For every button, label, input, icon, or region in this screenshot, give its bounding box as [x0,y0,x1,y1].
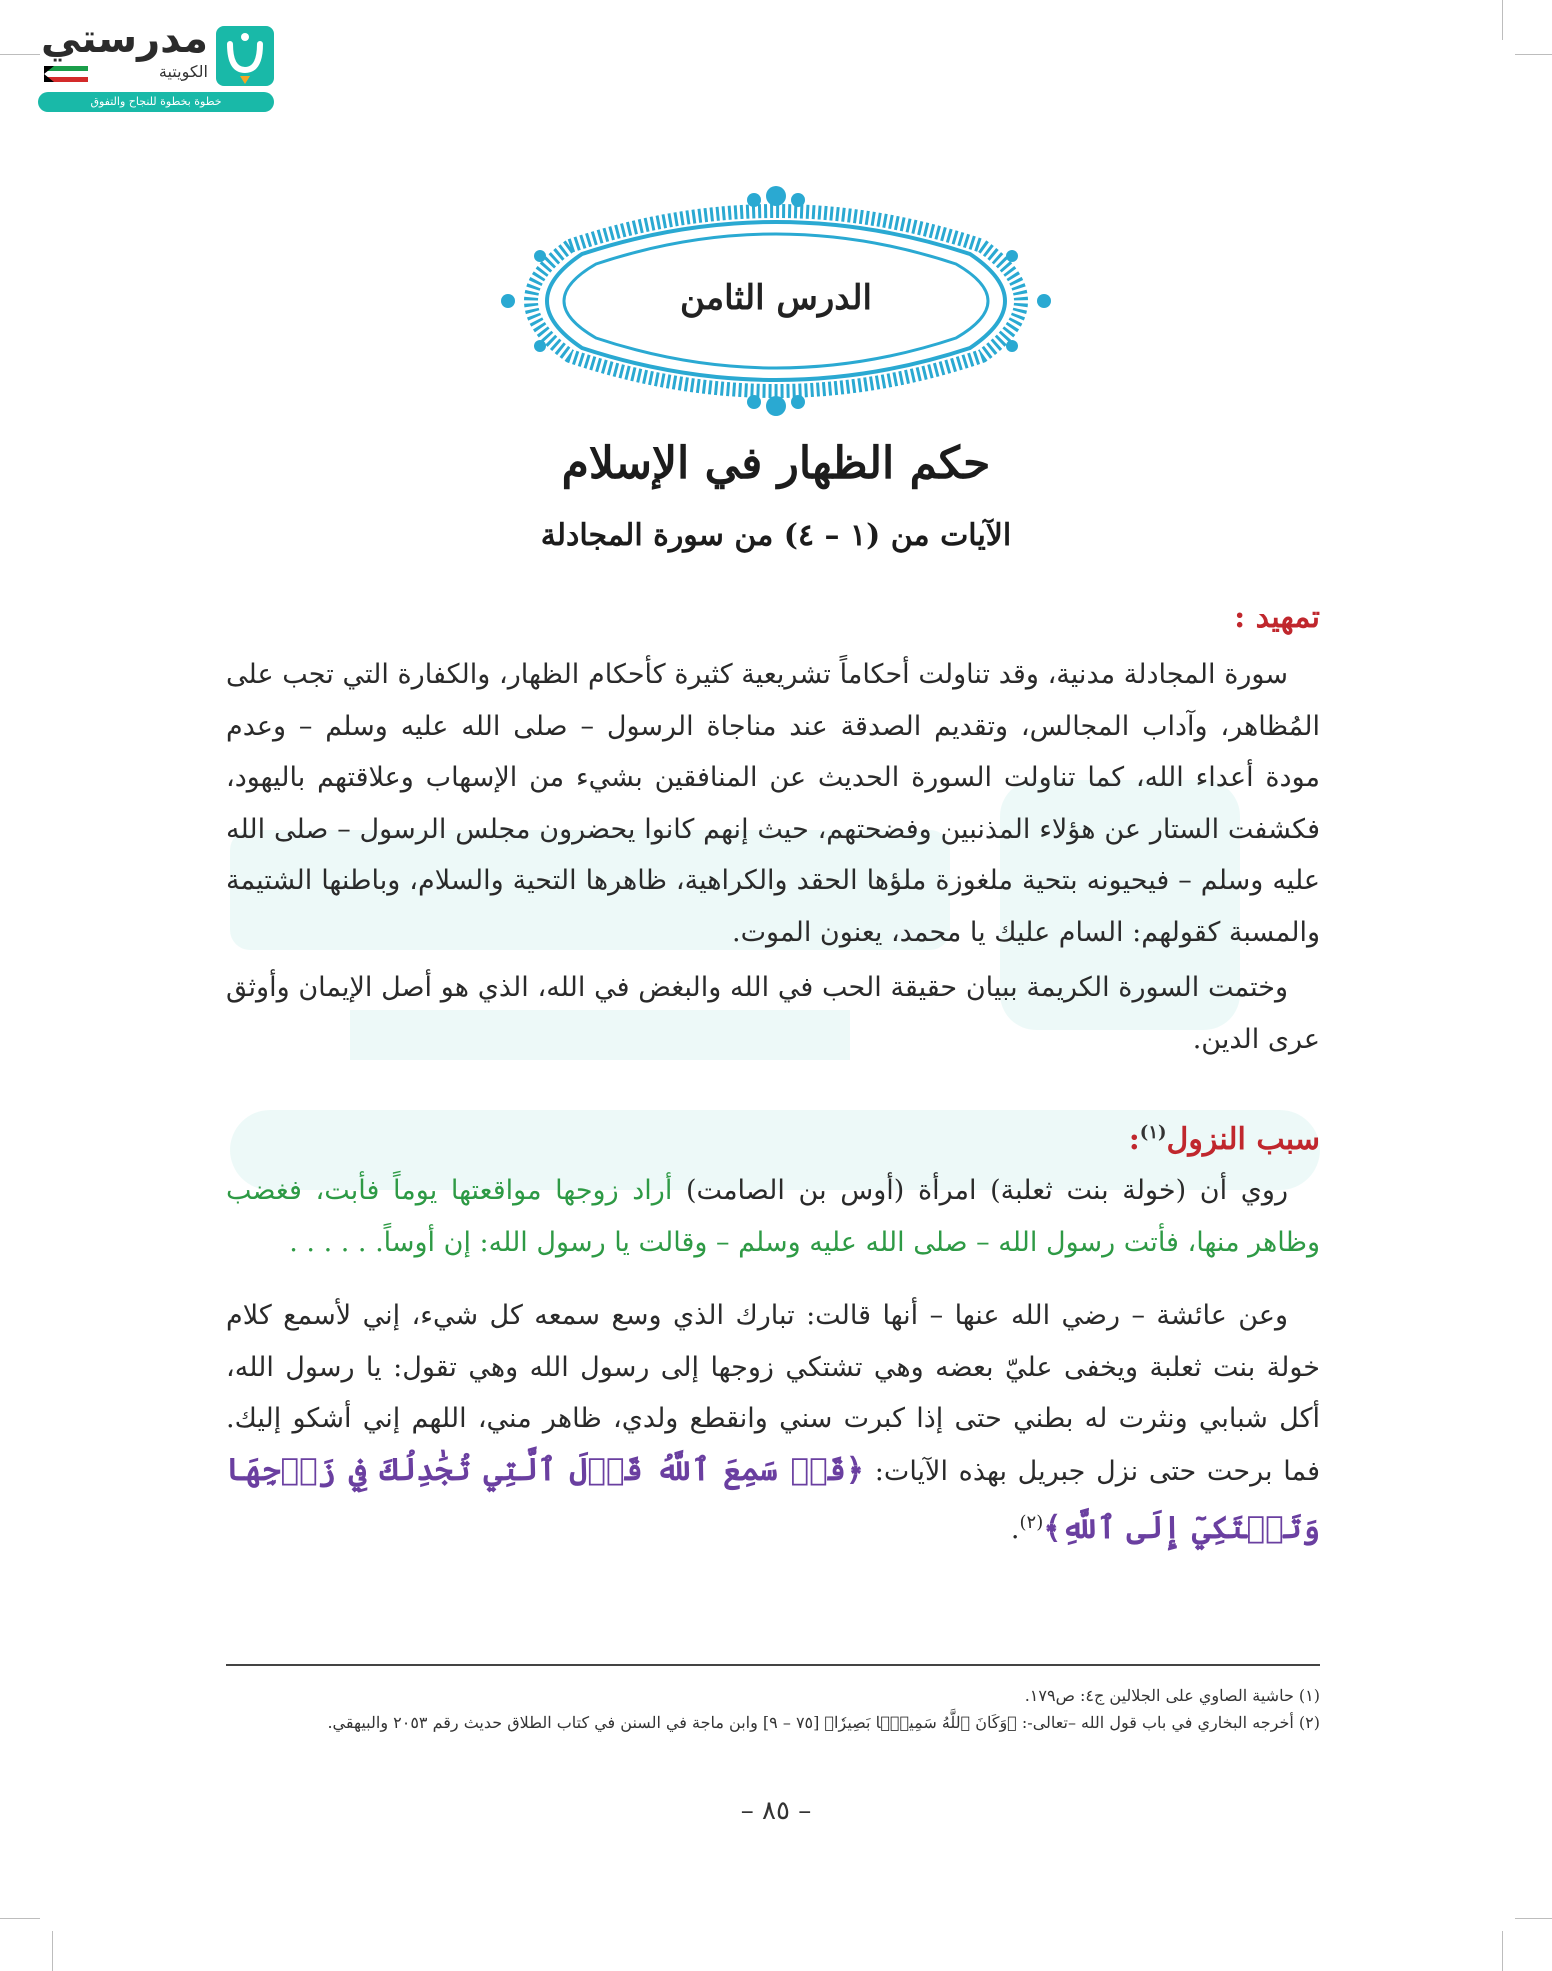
page-title: حكم الظهار في الإسلام [561,438,991,489]
crop-mark [1515,54,1552,55]
cause-paragraph [226,1165,1320,1268]
kuwait-flag-icon [44,66,88,82]
intro-section [226,600,1320,1065]
logo-mark-icon [216,26,274,86]
cause-heading [226,1122,1320,1157]
page-number: – ٨٥ – [740,1796,812,1826]
logo-name: مدرستي [40,16,208,62]
logo-subtitle: الكويتية [158,62,208,81]
crop-mark [1502,0,1503,40]
intro-paragraph-2: وختمت السورة الكريمة ببيان حقيقة الحب في الله والبغض في الله، الذي هو أصل الإيمان وأوثق عرى الدين. [226,972,1320,1055]
crop-mark [1502,1931,1503,1971]
hadith-text: وعن عائشة – رضي الله عنها – أنها قالت: تبارك الذي وسع سمعه كل شيء، إني لأسمع كلام خولة بنت ثعلبة ويخفى عليّ بعضه وهي تشتكي زوجها إلى رسول الله وهي تقول: يا رسول الله، أكل شبابي ونثرت له بطني حتى إذا كبرت سني وانقطع ولدي، ظاهر مني، اللهم إني أشكو إليك. فما برحت حتى نزل جبريل بهذه الآيات: [226,1300,1320,1487]
quran-verse: ﴿قَدۡ سَمِعَ ٱللَّهُ قَوۡلَ ٱلَّتِي تُجَٰدِلُكَ فِي زَوۡجِهَا وَتَشۡتَكِيٓ إِلَى ٱللَّهِ﴾ [226,1451,1320,1546]
cause-heading-colon: : [1128,1122,1140,1157]
crop-mark [52,1931,53,1971]
cause-text: روي أن (خولة بنت ثعلبة) امرأة (أوس بن الصامت) [672,1175,1289,1206]
crop-mark [0,54,40,55]
hadith-paragraph [226,1290,1320,1556]
footnote-ref-2: (٢) [1019,1512,1044,1533]
lesson-label: الدرس الثامن [680,278,872,318]
footnote-1: (١) حاشية الصاوي على الجلالين ج٤: ص١٧٩. [1024,1686,1320,1705]
logo-tagline: خطوة بخطوة للنجاح والتفوق [38,92,274,112]
verse-end: . [1010,1514,1020,1545]
cause-section [226,1122,1320,1556]
footnote-ref: (١) [1139,1122,1167,1143]
cause-highlight: أراد زوجها مواقعتها يوماً فأبت، فغضب وظاهر منها، فأتت رسول الله – صلى الله عليه وسلم – وقالت يا رسول الله: إن أوساً. . . . . . [226,1175,1320,1258]
footnote-divider [226,1664,1320,1666]
page-subtitle: الآيات من (١ – ٤) من سورة المجادلة [540,518,1012,553]
intro-heading: تمهيد : [1234,600,1320,635]
crop-mark [0,1918,40,1919]
cause-heading-text: سبب النزول [1166,1122,1320,1157]
crop-mark [1515,1918,1552,1919]
footnote-2: (٢) أخرجه البخاري في باب قول الله –تعالى-: ﴿وَكَانَ ٱللَّهُ سَمِيعَۢا بَصِيرٗا﴾ [٧٥ – ٩] وابن ماجة في السنن في كتاب الطلاق حديث رقم ٢٠٥٣ والبيهقي. [327,1713,1320,1732]
site-logo[interactable] [38,16,274,114]
footnotes [226,1682,1320,1736]
intro-paragraph: سورة المجادلة مدنية، وقد تناولت أحكاماً تشريعية كثيرة كأحكام الظهار، والكفارة التي تجب على المُظاهر، وآداب المجالس، وتقديم الصدقة عند مناجاة الرسول – صلى الله عليه وسلم – وعدم مودة أعداء الله، كما تناولت السورة الحديث عن المنافقين بشيء من الإسهاب وعلاقتهم باليهود، فكشفت الستار عن هؤلاء المذنبين وفضحتهم، حيث إنهم كانوا يحضرون مجلس الرسول – صلى الله عليه وسلم – فيحيونه بتحية ملغوزة ملؤها الحقد والكراهية، ظاهرها التحية والسلام، وباطنها الشتيمة والمسبة كقولهم: السام عليك يا محمد، يعنون الموت. [226,659,1320,948]
